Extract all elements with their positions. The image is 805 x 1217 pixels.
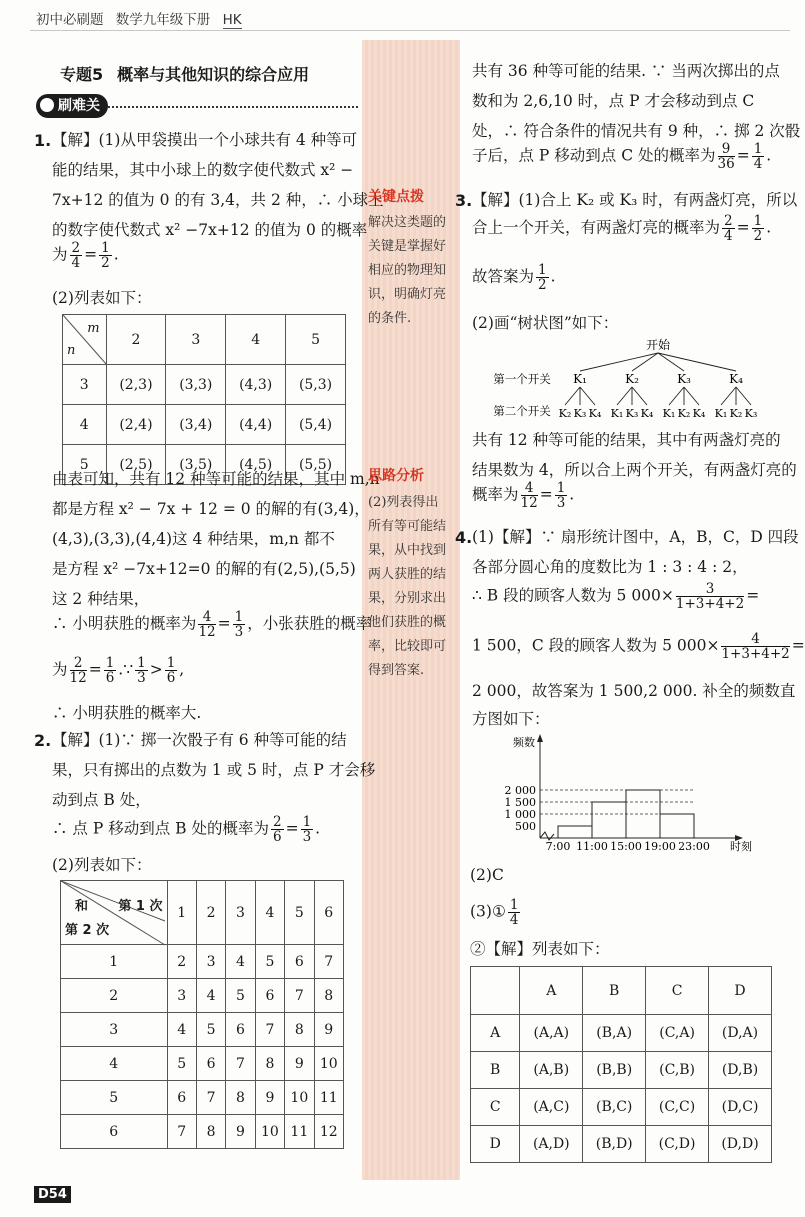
q4-table-corner <box>471 967 520 1015</box>
table-cell: (D,D) <box>709 1126 772 1163</box>
tree-second-node: K₃ <box>625 407 639 420</box>
table-row <box>471 1126 772 1163</box>
analysis-line: 两人获胜的结 <box>368 567 447 582</box>
q1-after-line: 由表可知，共有 12 种等可能的结果，其中 m,n <box>52 470 380 488</box>
tree-second-node: K₂ <box>677 407 691 420</box>
table-cell: (5,5) <box>286 445 346 485</box>
table-cell: (B,B) <box>583 1052 646 1089</box>
x-axis-label: 时刻 <box>730 840 752 853</box>
table-cell: (3,3) <box>166 365 226 405</box>
axis-break <box>540 832 554 840</box>
key-point-line: 解决这类题的 <box>368 215 447 230</box>
q4-line: (1)【解】∵ 扇形统计图中，A，B，C，D 四段 <box>472 528 799 546</box>
q1-prob-line-3: 为 $\frac{2}{12}$ = $\frac{1}{6}$ .∵ $\frac{1}{3}$ > $\frac{1}{6}$ , <box>52 655 185 687</box>
tree-second-node: K₄ <box>640 407 654 420</box>
analysis-heading: 思路分析 <box>368 468 424 484</box>
q1-probability-line: 为 $\frac{2}{4}$ = $\frac{1}{2}$ . <box>52 240 119 272</box>
table-cell: (B,A) <box>583 1015 646 1052</box>
table-cell: (5,4) <box>286 405 346 445</box>
q4-number: 4. <box>455 528 473 547</box>
table-cell: 4 <box>226 945 255 979</box>
table-row <box>61 1081 344 1115</box>
table-cell: (B,C) <box>583 1089 646 1126</box>
histogram-bar <box>592 802 626 838</box>
tree-second-node: K₃ <box>744 407 758 420</box>
table-cell: 9 <box>314 1013 343 1047</box>
q4-line: 2 000，故答案为 1 500,2 000. 补全的频数直 <box>472 682 796 700</box>
table-cell: 8 <box>285 1013 314 1047</box>
q1-line: 7x+12 的值为 0 的有 3,4，共 2 种，∴ 小球上 <box>52 191 384 209</box>
table-col-header: 6 <box>314 881 343 945</box>
table-cell: 7 <box>196 1081 225 1115</box>
table-cell: (B,D) <box>583 1126 646 1163</box>
q2-table <box>60 880 344 1149</box>
key-point-line: 识，明确灯亮 <box>368 287 447 302</box>
table-col-header: 5 <box>285 881 314 945</box>
table-row <box>61 1047 344 1081</box>
table-row <box>61 1115 344 1149</box>
table-cell: (C,D) <box>646 1126 709 1163</box>
table-row <box>63 365 346 405</box>
table-cell: (4,5) <box>226 445 286 485</box>
q2-cont-line: 处，∴ 符合条件的情况共有 9 种，∴ 掷 2 次骰 <box>472 122 801 140</box>
y-tick-label: 2 000 <box>504 784 536 797</box>
analysis-line: (2)列表得出 <box>368 495 439 510</box>
x-tick-label: 23:00 <box>678 840 710 853</box>
table-row-header: B <box>471 1052 520 1089</box>
table-row-header: 3 <box>63 365 107 405</box>
tree-branch <box>632 387 647 405</box>
tree-second-node: K₃ <box>573 407 587 420</box>
table-cell: (A,B) <box>520 1052 583 1089</box>
running-header <box>36 8 250 28</box>
table-cell: (3,4) <box>166 405 226 445</box>
table-cell: (5,3) <box>286 365 346 405</box>
q1-line: 能的结果，其中小球上的数字使代数式 x² − <box>52 161 354 179</box>
table-row-header: C <box>471 1089 520 1126</box>
q3-line: 【解】(1)合上 K₂ 或 K₃ 时，有两盏灯亮，所以 <box>472 191 798 209</box>
table-row <box>61 1013 344 1047</box>
key-point-line: 的条件. <box>368 311 412 326</box>
dotted-divider <box>108 106 358 108</box>
q1-after-line: (4,3),(3,3),(4,4)这 4 种结果，m,n 都不 <box>52 530 335 548</box>
subject-name: 数学九年级下册 <box>115 12 211 28</box>
table-row-header: 2 <box>61 979 168 1013</box>
x-tick-label: 7:00 <box>545 840 571 853</box>
table-cell: 6 <box>226 1013 255 1047</box>
table-cell: 5 <box>226 979 255 1013</box>
q2-cont-line: 数和为 2,6,10 时，点 P 才会移动到点 C <box>472 92 755 110</box>
key-point-line: 关键是掌握好 <box>368 239 447 254</box>
q4-b-line: ∴ B 段的顾客人数为 5 000× $\frac{3}{1+3+4+2}$ = <box>472 581 760 613</box>
table-cell: 9 <box>255 1081 284 1115</box>
section-label: 专题5 <box>60 65 104 84</box>
table-cell: 8 <box>226 1081 255 1115</box>
q4-answer-3b: ②【解】列表如下： <box>470 940 610 958</box>
y-axis-label: 频数 <box>513 736 535 749</box>
table-cell: 7 <box>285 979 314 1013</box>
q1-line: 的数字使代数式 x² −7x+12 的值为 0 的概率 <box>52 221 368 239</box>
table-cell: 12 <box>314 1115 343 1149</box>
tree-first-node: K₄ <box>729 372 743 386</box>
table-row <box>63 405 346 445</box>
table-col-header: B <box>583 967 646 1015</box>
table-col-header: 1 <box>167 881 196 945</box>
tree-branch <box>617 387 632 405</box>
table-cell: 2 <box>167 945 196 979</box>
table-cell: 5 <box>167 1047 196 1081</box>
table-cell: 9 <box>226 1115 255 1149</box>
q4-table <box>470 966 772 1163</box>
tree-first-node: K₁ <box>573 372 587 386</box>
table-cell: 6 <box>255 979 284 1013</box>
table-cell: (4,3) <box>226 365 286 405</box>
q3-prob-line-2: 概率为 $\frac{4}{12}$ = $\frac{1}{3}$ . <box>472 480 575 512</box>
q2-cont-line: 共有 36 种等可能的结果. ∵ 当两次掷出的点 <box>472 62 780 80</box>
table-cell: (4,4) <box>226 405 286 445</box>
table-row <box>61 979 344 1013</box>
tree-second-node: K₂ <box>558 407 572 420</box>
q2-prob-line: ∴ 点 P 移动到点 B 处的概率为 $\frac{2}{6}$ = $\frac{1}{3}$ . <box>52 814 321 846</box>
tree-start-node: 开始 <box>645 338 671 352</box>
q2-table-corner: 和 第 1 次 第 2 次 <box>61 881 168 945</box>
page-number: D54 <box>34 1186 71 1203</box>
difficulty-badge: 刷难关 <box>36 94 108 118</box>
tree-diagram <box>470 335 770 430</box>
table-cell: 8 <box>255 1047 284 1081</box>
table-row <box>471 1052 772 1089</box>
q1-after-line: 都是方程 x² − 7x + 12 = 0 的解的有(3,4)， <box>52 500 370 518</box>
q3-after-line: 结果数为 4，所以合上两个开关，有两盏灯亮的 <box>472 461 797 479</box>
analysis-line: 他们获胜的概 <box>368 615 447 630</box>
q1-number: 1. <box>34 131 52 150</box>
q1-line: 【解】(1)从甲袋摸出一个小球共有 4 种等可 <box>52 131 358 149</box>
histogram-bar <box>660 814 694 838</box>
q1-table-corner: m n <box>63 315 107 365</box>
table-cell: (D,A) <box>709 1015 772 1052</box>
q2-number: 2. <box>34 731 52 750</box>
table-row <box>471 1015 772 1052</box>
table-cell: 3 <box>196 945 225 979</box>
table-cell: 8 <box>314 979 343 1013</box>
y-tick-label: 500 <box>515 820 536 833</box>
q1-part2: (2)列表如下： <box>52 289 152 307</box>
table-col-header: A <box>520 967 583 1015</box>
q2-line: 【解】(1)∵ 掷一次骰子有 6 种等可能的结 <box>52 731 347 749</box>
table-row-header: D <box>471 1126 520 1163</box>
tree-branch <box>684 387 699 405</box>
tree-second-node: K₂ <box>729 407 743 420</box>
table-cell: (A,A) <box>520 1015 583 1052</box>
q4-answer-2: (2)C <box>470 866 504 884</box>
table-col-header: C <box>646 967 709 1015</box>
y-tick-label: 1 000 <box>504 808 536 821</box>
q3-part2: (2)画“树状图”如下： <box>472 314 619 332</box>
table-col-header: 2 <box>196 881 225 945</box>
header-rule <box>30 30 790 31</box>
q4-line: 方图如下： <box>472 710 550 728</box>
table-cell: (3,5) <box>166 445 226 485</box>
table-col-header: 3 <box>226 881 255 945</box>
table-cell: 3 <box>167 979 196 1013</box>
q3-prob-line: 合上一个开关，有两盏灯亮的概率为 $\frac{2}{4}$ = $\frac{1}{2}$ . <box>472 213 772 245</box>
tree-second-node: K₁ <box>610 407 624 420</box>
side-note-band <box>362 40 460 1180</box>
histogram-chart <box>480 730 780 860</box>
table-cell: 10 <box>285 1081 314 1115</box>
table-row <box>471 1089 772 1126</box>
table-cell: 7 <box>314 945 343 979</box>
table-cell: 11 <box>314 1081 343 1115</box>
tree-branch <box>736 387 751 405</box>
tree-branch <box>721 387 736 405</box>
table-cell: 10 <box>255 1115 284 1149</box>
tree-first-node: K₂ <box>625 372 639 386</box>
q4-answer-3: (3)① $\frac{1}{4}$ <box>470 897 519 929</box>
table-cell: (C,C) <box>646 1089 709 1126</box>
x-tick-label: 11:00 <box>576 840 608 853</box>
table-col-header: 5 <box>286 315 346 365</box>
key-point-heading: 关键点拨 <box>368 189 424 205</box>
q1-after-line: 这 2 种结果， <box>52 590 150 608</box>
table-cell: 5 <box>196 1013 225 1047</box>
table-cell: 4 <box>167 1013 196 1047</box>
q4-line: 各部分圆心角的度数比为 1 : 3 : 4 : 2， <box>472 558 748 576</box>
table-cell: 6 <box>196 1047 225 1081</box>
x-tick-label: 15:00 <box>610 840 642 853</box>
table-cell: 8 <box>196 1115 225 1149</box>
analysis-line: 果，分别求出 <box>368 591 447 606</box>
table-cell: 4 <box>196 979 225 1013</box>
analysis-line: 所有等可能结 <box>368 519 447 534</box>
table-cell: 7 <box>226 1047 255 1081</box>
q3-answer-line: 故答案为 $\frac{1}{2}$ . <box>472 262 556 294</box>
tree-branch <box>580 353 658 371</box>
table-row-header: 5 <box>63 445 107 485</box>
table-col-header: 4 <box>226 315 286 365</box>
table-row-header: 3 <box>61 1013 168 1047</box>
tree-first-node: K₃ <box>677 372 691 386</box>
table-col-header: D <box>709 967 772 1015</box>
q2-line: 动到点 B 处， <box>52 791 151 809</box>
table-cell: (A,D) <box>520 1126 583 1163</box>
table-row-header: 6 <box>61 1115 168 1149</box>
q2-line: 果，只有掷出的点数为 1 或 5 时，点 P 才会移 <box>52 761 376 779</box>
table-cell: (C,A) <box>646 1015 709 1052</box>
tree-second-node: K₄ <box>588 407 602 420</box>
tree-branch <box>658 353 736 371</box>
table-cell: (D,C) <box>709 1089 772 1126</box>
analysis-line: 得到答案. <box>368 663 425 678</box>
table-cell: 6 <box>285 945 314 979</box>
table-col-header: 3 <box>166 315 226 365</box>
section-title <box>60 62 309 85</box>
table-cell: 10 <box>314 1047 343 1081</box>
table-col-header: 2 <box>106 315 166 365</box>
table-row-header: 4 <box>61 1047 168 1081</box>
table-cell: (2,5) <box>106 445 166 485</box>
tree-branch <box>580 387 595 405</box>
q3-number: 3. <box>455 191 473 210</box>
book-name: 初中必刷题 <box>36 12 104 28</box>
tree-second-node: K₄ <box>692 407 706 420</box>
histogram-bar <box>558 826 592 838</box>
q1-conclusion: ∴ 小明获胜的概率大. <box>52 704 202 722</box>
table-row-header: 1 <box>61 945 168 979</box>
tree-branch <box>565 387 580 405</box>
key-point-line: 相应的物理知 <box>368 263 447 278</box>
table-col-header: 4 <box>255 881 284 945</box>
table-cell: (2,4) <box>106 405 166 445</box>
table-row-header: 4 <box>63 405 107 445</box>
tree-level-1-label: 第一个开关 <box>493 372 551 386</box>
x-tick-label: 19:00 <box>644 840 676 853</box>
table-cell: (C,B) <box>646 1052 709 1089</box>
table-row-header: 5 <box>61 1081 168 1115</box>
q2-cont-prob: 子后，点 P 移动到点 C 处的概率为 $\frac{9}{36}$ = $\frac{1}{4}$ . <box>472 141 772 173</box>
q1-table <box>62 314 346 485</box>
badge-icon <box>40 98 54 112</box>
table-cell: 7 <box>167 1115 196 1149</box>
table-cell: (D,B) <box>709 1052 772 1089</box>
q1-after-line: 是方程 x² −7x+12=0 的解的有(2,5),(5,5) <box>52 560 356 578</box>
edition-label: HK <box>222 12 242 28</box>
table-cell: (2,3) <box>106 365 166 405</box>
table-cell: 11 <box>285 1115 314 1149</box>
analysis-line: 率，比较即可 <box>368 639 447 654</box>
table-cell: 7 <box>255 1013 284 1047</box>
tree-second-node: K₁ <box>714 407 728 420</box>
analysis-line: 果，从中找到 <box>368 543 447 558</box>
table-cell: (A,C) <box>520 1089 583 1126</box>
q4-c-line: 1 500，C 段的顾客人数为 5 000× $\frac{4}{1+3+4+2}$ = <box>472 631 805 663</box>
tree-level-2-label: 第二个开关 <box>493 404 551 418</box>
table-row <box>61 945 344 979</box>
tree-branch <box>669 387 684 405</box>
table-cell: 9 <box>285 1047 314 1081</box>
y-axis-arrow <box>537 734 543 742</box>
table-row-header: A <box>471 1015 520 1052</box>
tree-second-node: K₁ <box>662 407 676 420</box>
q2-part2: (2)列表如下： <box>52 856 152 874</box>
q3-after-line: 共有 12 种等可能的结果，其中有两盏灯亮的 <box>472 431 781 449</box>
table-cell: 5 <box>255 945 284 979</box>
q1-prob-line-2: ∴ 小明获胜的概率为 $\frac{4}{12}$ = $\frac{1}{3}$ ，小张获胜的概率 <box>52 609 372 641</box>
y-tick-label: 1 500 <box>504 796 536 809</box>
table-cell: 6 <box>167 1081 196 1115</box>
section-title-text: 概率与其他知识的综合应用 <box>117 65 310 84</box>
